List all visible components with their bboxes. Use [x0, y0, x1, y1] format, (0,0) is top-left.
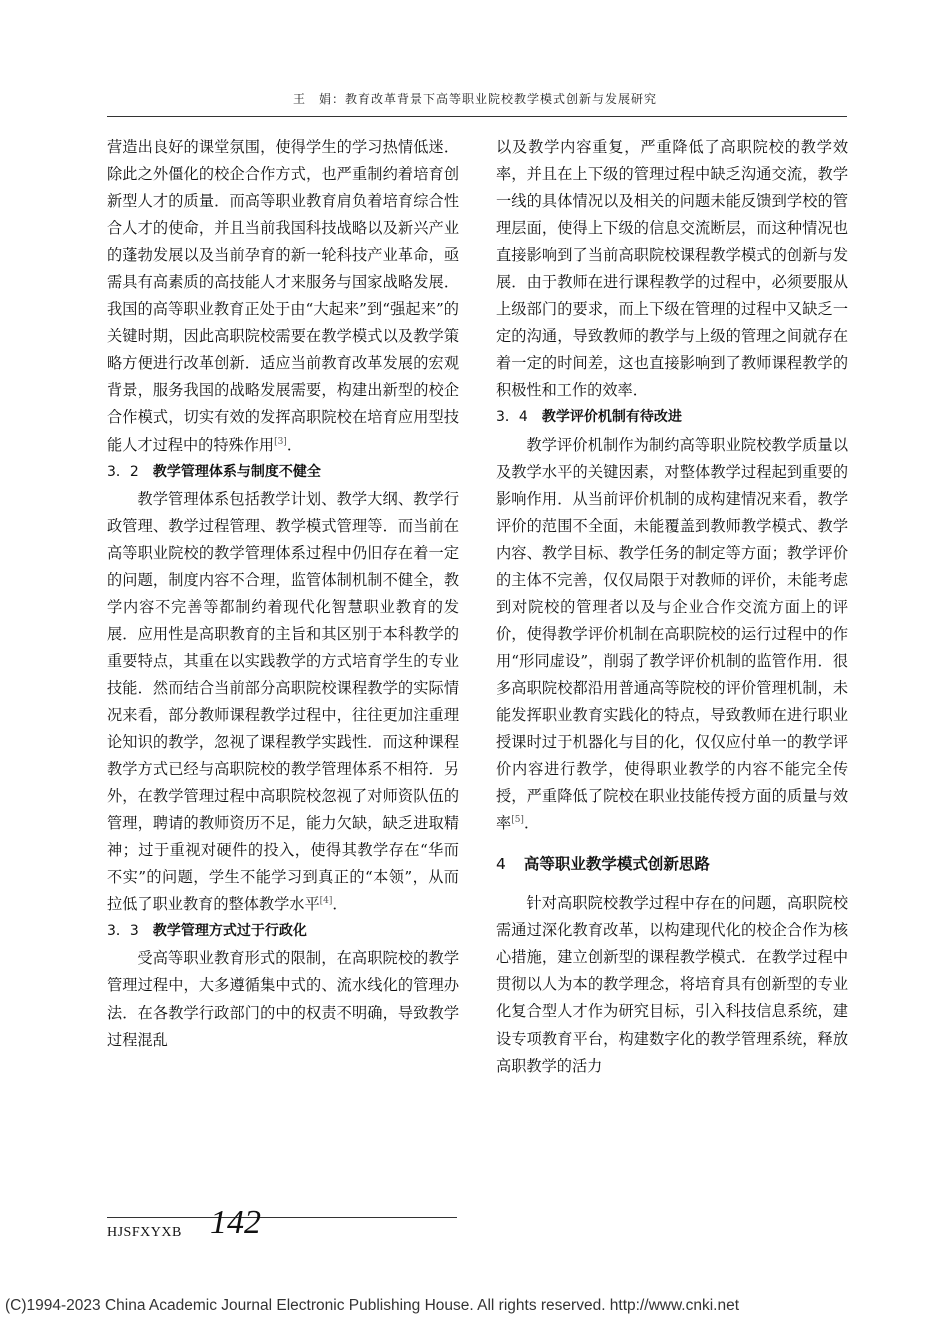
section-3-4-heading — [496, 404, 848, 431]
page-number: 142 — [210, 1204, 261, 1241]
citation-4[interactable]: [4] — [319, 896, 333, 907]
header-rule — [107, 116, 847, 117]
section-3-2-heading — [107, 459, 459, 486]
copyright-notice: (C)1994-2023 China Academic Journal Electronic Publishing House. All rights reserved. http://www.cnki.net — [5, 1297, 740, 1314]
section-number: 3．4 — [496, 409, 528, 426]
paragraph-3-2 — [107, 486, 459, 919]
paragraph-text: 营造出良好的课堂氛围，使得学生的学习热情低迷．除此之外僵化的校企合作方式，也严重制约着培育创新型人才的质量．而高等职业教育肩负着培育综合性合人才的使命，并且当前我国科技战略以及新兴产业的蓬勃发展以及当前孕育的新一轮科技产业革命，亟需具有高素质的高技能人才来服务与国家战略发展．我国的高等职业教育正处于由“大起来”到“强起来”的关键时期，因此高职院校需要在教学模式以及教学策略方便进行改革创新．适应当前教育改革发展的宏观背景，服务我国的战略发展需要，构建出新型的校企合作模式，切实有效的发挥高职院校在培育应用型技能人才过程中的特殊作用 — [107, 138, 459, 454]
right-column — [496, 134, 848, 1080]
section-title: 教学评价机制有待改进 — [541, 409, 682, 426]
paragraph-4: 针对高职院校教学过程中存在的问题，高职院校需通过深化教育改革，以构建现代化的校企合作为核心措施，建立创新型的课程教学模式．在教学过程中贯彻以人为本的教学理念，将培育具有创新型的专业化复合型人才作为研究目标，引入科技信息系统，建设专项教育平台，构建数字化的教学管理系统，释放高职教学的活力 — [496, 894, 848, 1075]
paragraph-3-4 — [496, 432, 848, 838]
section-3-3-heading — [107, 918, 459, 945]
citation-3[interactable]: [3] — [274, 436, 287, 447]
paragraph-3-3-continued: 以及教学内容重复，严重降低了高职院校的教学效率，并且在上下级的管理过程中缺乏沟通交流，教学一线的具体情况以及相关的问题未能反馈到学校的管理层面，使得上下级的信息交流断层，而这种情况也直接影响到了当前高职院校课程教学模式的创新与发展．由于教师在进行课程教学的过程中，必须要服从上级部门的要求，而上下级在管理的过程中又缺乏一定的沟通，导致教师的教学与上级的管理之间就存在着一定的时间差，这也直接影响到了教师课程教学的积极性和工作的效率． — [496, 138, 848, 400]
section-title: 高等职业教学模式创新思路 — [523, 855, 710, 874]
running-header: 王 娟：教育改革背景下高等职业院校教学模式创新与发展研究 — [292, 92, 657, 106]
paragraph-end: ． — [332, 895, 348, 914]
section-number: 3．2 — [107, 463, 139, 480]
left-column — [107, 134, 459, 1054]
footer-rule — [107, 1217, 457, 1218]
paragraph-text: 教学管理体系包括教学计划、教学大纲、教学行政管理、教学过程管理、教学模式管理等．而当前在高等职业院校的教学管理体系过程中仍旧存在着一定的问题，制度内容不合理，监管体制机制不健全，教学内容不完善等都制约着现代化智慧职业教育的发展．应用性是高职教育的主旨和其区别于本科教学的重要特点，其重在以实践教学的方式培育学生的专业技能．然而结合当前部分高职院校课程教学的实际情况来看，部分教师课程教学过程中，往往更加注重理论知识的教学，忽视了课程教学实践性．而这种课程教学方式已经与高职院校的教学管理体系不相符．另外，在教学管理过程中高职院校忽视了对师资队伍的管理，聘请的教师资历不足，能力欠缺，缺乏进取精神；过于重视对硬件的投入，使得其教学存在“华而不实”的问题，学生不能学习到真正的“本领”，从而拉低了职业教育的整体教学水平 — [107, 489, 459, 914]
section-number: 3．3 — [107, 923, 139, 940]
journal-abbreviation: HJSFXYXB — [107, 1225, 182, 1240]
section-number: 4 — [496, 855, 506, 874]
section-title: 教学管理方式过于行政化 — [152, 923, 307, 940]
paragraph-3-3: 受高等职业教育形式的限制，在高职院校的教学管理过程中，大多遵循集中式的、流水线化的管理办法．在各教学行政部门的中的权责不明确，导致教学过程混乱 — [107, 949, 459, 1049]
section-4-heading — [496, 851, 848, 878]
paragraph-intro-continued — [107, 134, 459, 459]
section-title: 教学管理体系与制度不健全 — [152, 463, 321, 480]
paragraph-end: ． — [286, 435, 302, 454]
paragraph-end: ． — [523, 814, 540, 833]
paragraph-text: 教学评价机制作为制约高等职业院校教学质量以及教学水平的关键因素，对整体教学过程起到重要的影响作用．从当前评价机制的成构建情况来看，教学评价的范围不全面，未能覆盖到教师教学模式、教学内容、教学目标、教学任务的制定等方面；教学评价的主体不完善，仅仅局限于对教师的评价，未能考虑到对院校的管理者以及与企业合作交流方面上的评价，使得教学评价机制在高职院校的运行过程中的作用“形同虚设”，削弱了教学评价机制的监管作用．很多高职院校都沿用普通高等院校的评价管理机制，未能发挥职业教育实践化的特点，导致教师在进行职业授课时过于机器化与目的化，仅仅应付单一的教学评价内容进行教学，使得职业教学的内容不能完全传授，严重降低了院校在职业技能传授方面的质量与效率 — [496, 435, 848, 833]
citation-5[interactable]: [5] — [511, 815, 524, 826]
